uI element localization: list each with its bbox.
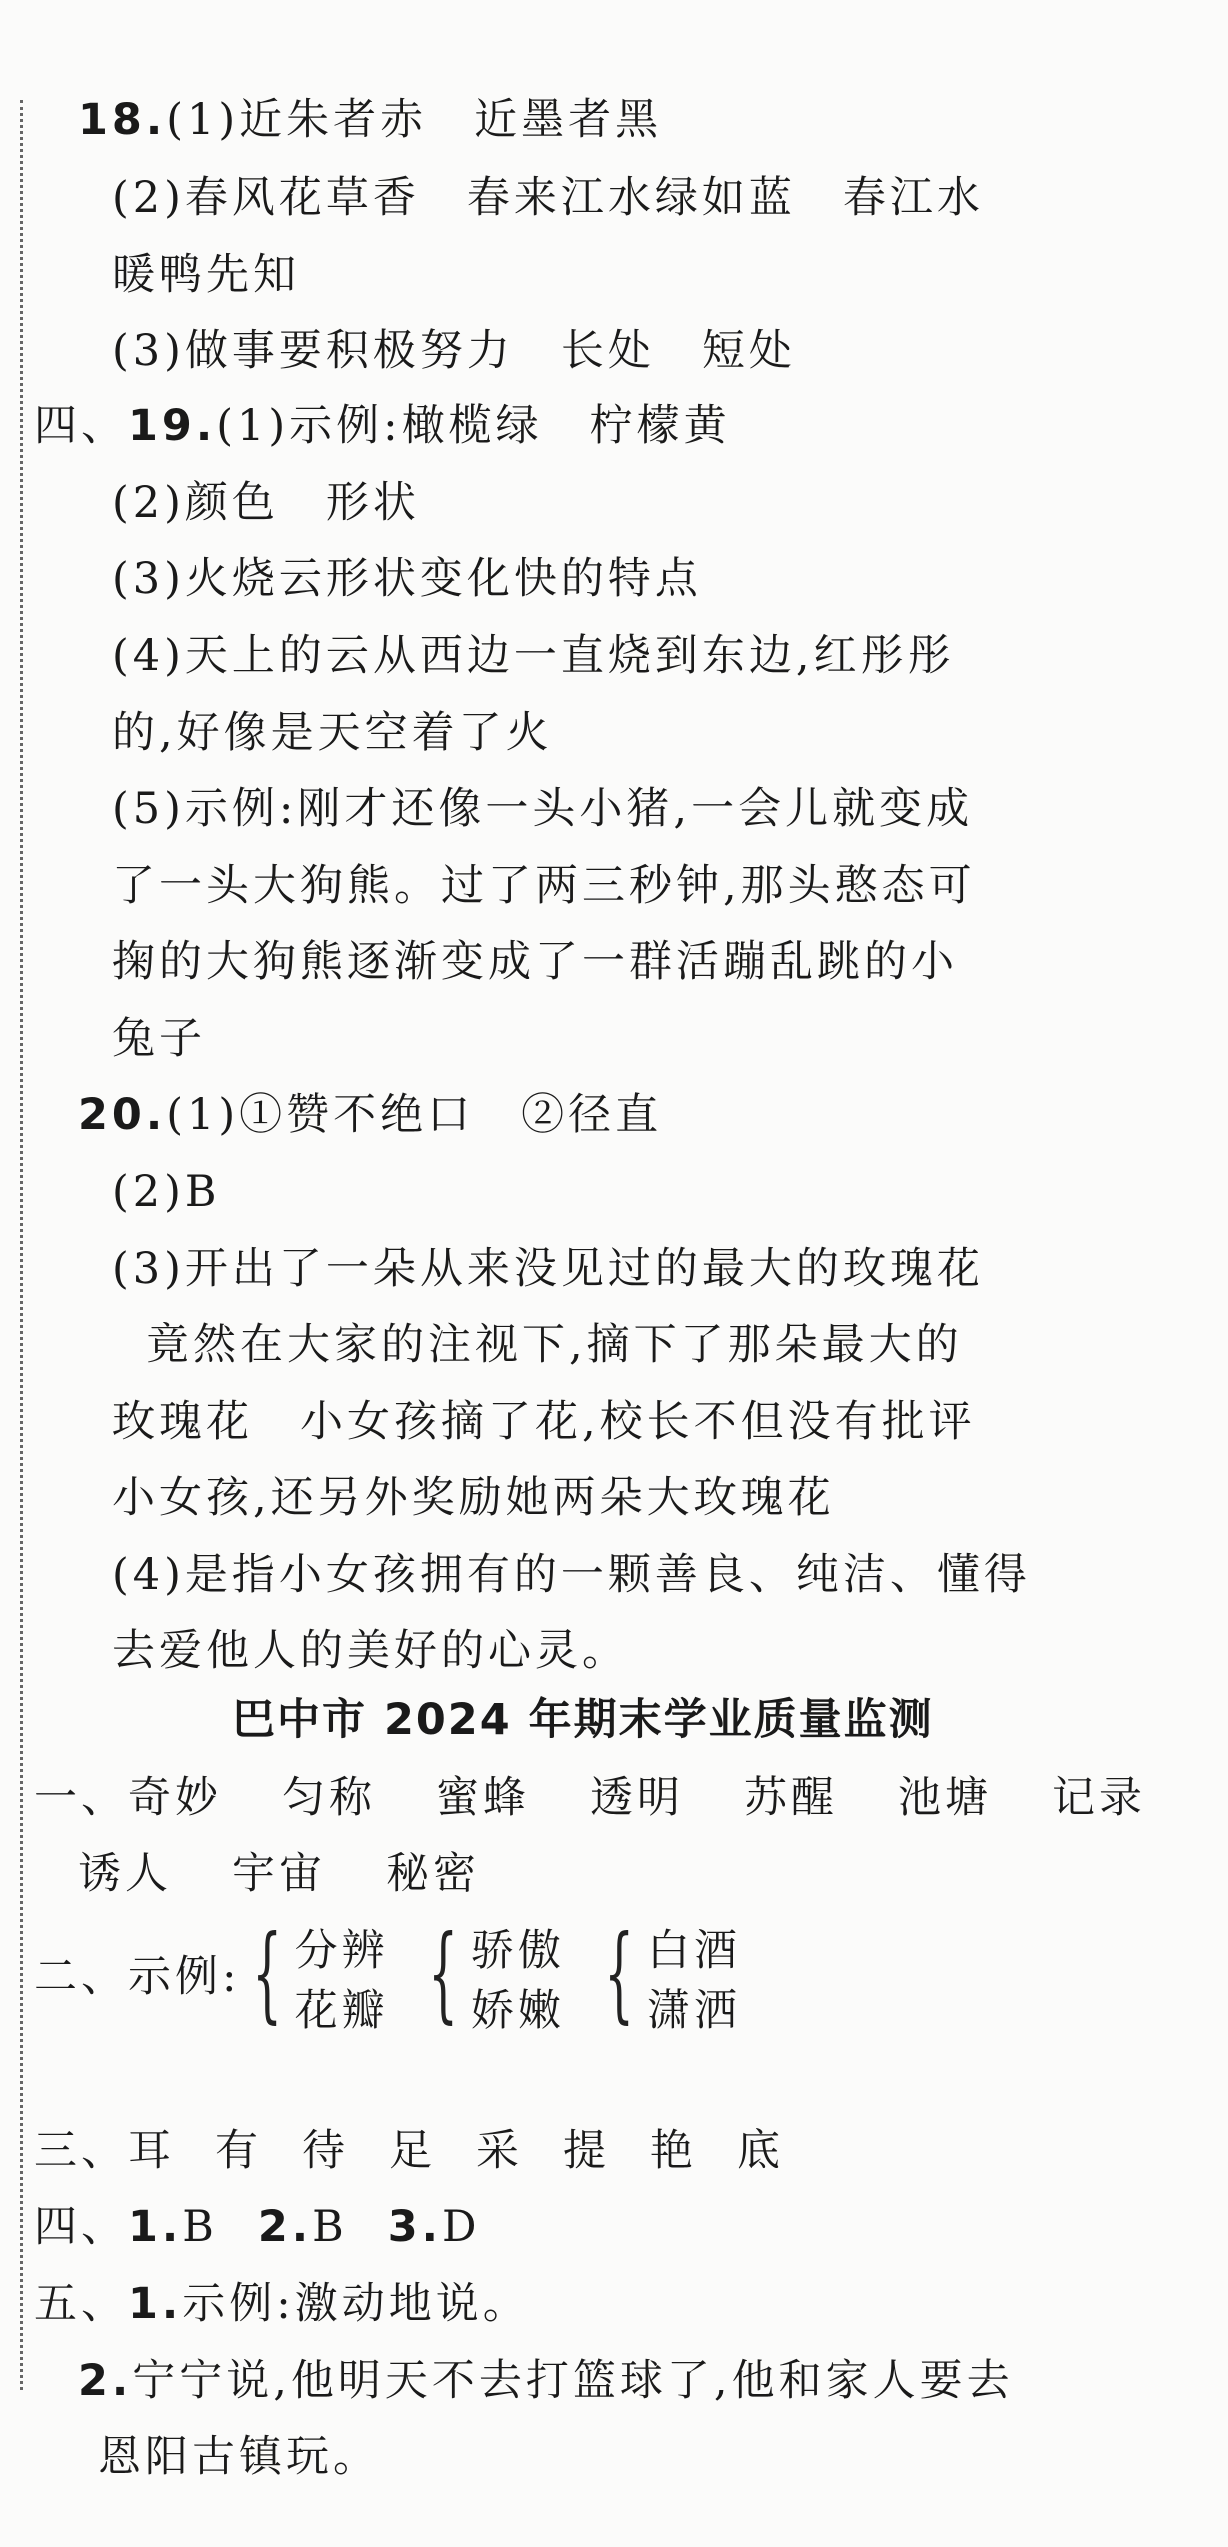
s5-line-1: [34, 2274, 530, 2334]
s1-word: 诱人: [78, 1849, 172, 1899]
q19-prefix: 四、: [34, 401, 128, 451]
q19-part-1: (1)示例:橄榄绿 柠檬黄: [216, 401, 731, 451]
s3-char: 采: [476, 2126, 523, 2176]
section-title: 巴中市 2024 年期末学业质量监测: [232, 1695, 934, 1745]
q18-part-2b: 暖鸭先知: [112, 250, 300, 300]
brace-icon: {: [604, 1912, 636, 2034]
s5-item-1-text: 示例:激动地说。: [182, 2279, 530, 2329]
s3-char: 有: [215, 2126, 262, 2176]
q20-part-3d: 小女孩,还另外奖励她两朵大玫瑰花: [112, 1473, 835, 1523]
q19-part-5d: 兔子: [112, 1014, 206, 1064]
q19-part-5c: 掬的大狗熊逐渐变成了一群活蹦乱跳的小: [112, 937, 958, 987]
q18-line-1: [78, 90, 662, 150]
q20-part-3a: (3)开出了一朵从来没见过的最大的玫瑰花: [112, 1244, 984, 1294]
q19-part-4a: (4)天上的云从西边一直烧到东边,红彤彤: [112, 631, 955, 681]
q19-number: 19.: [128, 401, 217, 451]
s5-item-2-number: 2.: [78, 2356, 133, 2406]
s4-line: [34, 2197, 481, 2257]
q19-line-1: [34, 396, 731, 456]
s1-word: 透明: [590, 1773, 684, 1823]
q20-line-1: [78, 1085, 662, 1145]
s1-word: 匀称: [282, 1773, 376, 1823]
q20-part-3b: 竟然在大家的注视下,摘下了那朵最大的: [146, 1320, 963, 1370]
s1-word: 苏醒: [744, 1773, 838, 1823]
s3-char: 耳: [128, 2126, 175, 2176]
q20-part-4b: 去爱他人的美好的心灵。: [112, 1626, 629, 1676]
s2-pair-group: [241, 1912, 389, 2041]
s3-char: 待: [302, 2126, 349, 2176]
q18-part-2a: (2)春风花草香 春来江水绿如蓝 春江水: [112, 173, 984, 223]
s1-prefix: 一、: [34, 1773, 128, 1823]
s1-word: 秘密: [386, 1849, 480, 1899]
s5-item-2-text-b: 恩阳古镇玩。: [98, 2432, 380, 2482]
s3-char: 底: [737, 2126, 784, 2176]
brace-icon: {: [427, 1912, 460, 2034]
q20-part-3c: 玫瑰花 小女孩摘了花,校长不但没有批评: [112, 1397, 976, 1447]
s4-item-answer: B: [182, 2202, 218, 2252]
s2-pair-word: 骄傲: [470, 1926, 565, 1976]
q18-number: 18.: [78, 95, 167, 145]
s4-item-number: 1.: [128, 2202, 183, 2252]
s1-word: 宇宙: [232, 1849, 326, 1899]
q18-part-3: (3)做事要积极努力 长处 短处: [112, 326, 796, 376]
brace-icon: {: [251, 1912, 284, 2034]
s4-item-answer: D: [442, 2202, 481, 2252]
s2-pair-word: 白酒: [647, 1926, 742, 1976]
s4-prefix: 四、: [34, 2202, 128, 2252]
q18-part-1: (1)近朱者赤 近墨者黑: [166, 95, 663, 145]
s4-item-answer: B: [312, 2202, 348, 2252]
s1-word: 奇妙: [128, 1773, 222, 1823]
q20-part-2: (2)B: [112, 1167, 221, 1217]
s2-pair-word: 娇嫩: [470, 1986, 565, 2036]
s1-line-2: [78, 1844, 480, 1904]
q20-part-4a: (4)是指小女孩拥有的一颗善良、纯洁、懂得: [112, 1550, 1031, 1600]
binding-margin-dotted-line: [20, 100, 23, 2390]
s4-item-number: 2.: [257, 2202, 313, 2252]
s2-pair-word: 花瓣: [294, 1986, 389, 2036]
q19-part-4b: 的,好像是天空着了火: [112, 708, 553, 758]
s3-char: 提: [563, 2126, 610, 2176]
s3-prefix: 三、: [34, 2126, 128, 2176]
s2-pair-group: [417, 1912, 565, 2041]
s5-line-2: [78, 2351, 1014, 2411]
s3-char: 艳: [650, 2126, 697, 2176]
q19-part-5a: (5)示例:刚才还像一头小猪,一会儿就变成: [112, 784, 974, 834]
s1-word: 池塘: [898, 1773, 992, 1823]
s1-line-1: [34, 1768, 1146, 1828]
s3-char: 足: [389, 2126, 436, 2176]
s1-word: 记录: [1052, 1773, 1146, 1823]
s1-word: 蜜蜂: [436, 1773, 530, 1823]
q19-part-3: (3)火烧云形状变化快的特点: [112, 554, 702, 604]
s3-line: [34, 2121, 784, 2181]
s2-line: [34, 1912, 769, 2041]
s4-item-number: 3.: [387, 2202, 443, 2252]
q19-part-5b: 了一头大狗熊。过了两三秒钟,那头憨态可: [112, 861, 976, 911]
s2-pair-word: 潇洒: [647, 1986, 742, 2036]
q20-part-1: (1)①赞不绝口 ②径直: [166, 1090, 663, 1140]
s5-prefix: 五、: [34, 2279, 128, 2329]
q19-part-2: (2)颜色 形状: [112, 478, 420, 528]
s2-pair-group: [593, 1912, 742, 2041]
s2-prefix: 二、示例:: [34, 1952, 241, 2002]
s5-item-1-number: 1.: [128, 2279, 183, 2329]
s5-item-2-text-a: 宁宁说,他明天不去打篮球了,他和家人要去: [132, 2356, 1014, 2406]
q20-number: 20.: [78, 1090, 167, 1140]
s2-pair-word: 分辨: [294, 1926, 389, 1976]
